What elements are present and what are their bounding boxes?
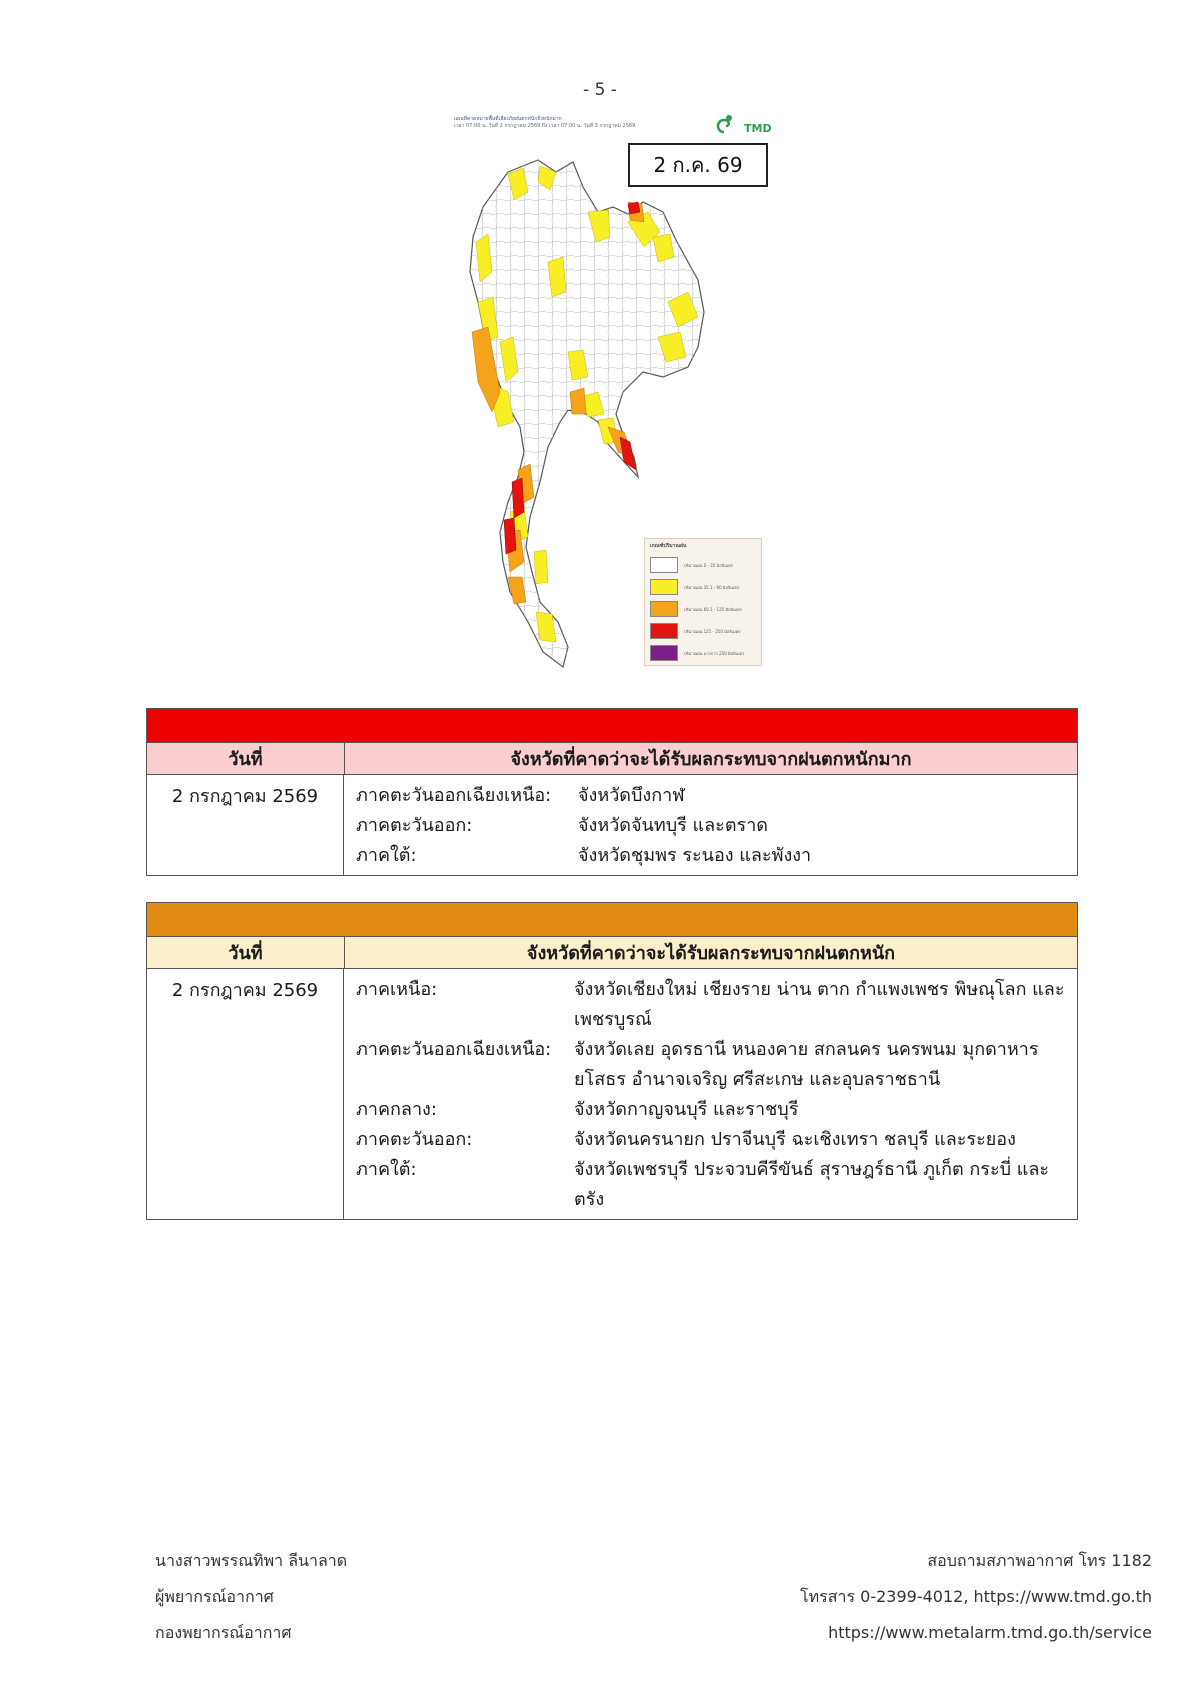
very-heavy-rain-table <box>146 708 1078 876</box>
legend-item <box>650 554 756 576</box>
legend-label: ปริมาณฝน 35.1 - 60 มิลลิเมตร <box>684 584 740 590</box>
map-header-title: แผนที่คาดหมายพื้นที่เสี่ยงภัยฝนตกหนักถึงหนักมาก <box>454 116 562 122</box>
legend-swatch <box>650 557 678 573</box>
legend-swatch <box>650 623 678 639</box>
rain-risk-map-figure <box>448 112 788 672</box>
legend-swatch <box>650 579 678 595</box>
region-name: ภาคตะวันออก: <box>356 1129 473 1150</box>
region-row <box>356 975 1077 1035</box>
table-row <box>147 969 1077 1219</box>
region-row <box>356 1095 1077 1125</box>
table-header-row <box>147 937 1077 969</box>
footer-contact <box>800 1543 1152 1651</box>
legend-item <box>650 642 756 664</box>
legend-label: ปริมาณฝน 60.1 - 125 มิลลิเมตร <box>684 606 742 612</box>
region-name: ภาคตะวันออกเฉียงเหนือ: <box>356 785 552 806</box>
region-provinces: จังหวัดกาญจนบุรี และราชบุรี <box>574 1099 799 1120</box>
row-date: 2 กรกฎาคม 2569 <box>147 969 344 1219</box>
tmd-logo-text: TMD <box>744 122 772 135</box>
contact-fax-website[interactable]: โทรสาร 0-2399-4012, https://www.tmd.go.th <box>800 1587 1152 1606</box>
region-row <box>356 781 1077 811</box>
row-date: 2 กรกฎาคม 2569 <box>147 775 344 875</box>
map-date-label: 2 ก.ค. 69 <box>628 143 768 187</box>
contact-phone: สอบถามสภาพอากาศ โทร 1182 <box>927 1551 1152 1570</box>
region-name: ภาคตะวันออก: <box>356 815 473 836</box>
forecaster-name: นางสาวพรรณทิพา ลีนาลาด <box>155 1551 348 1570</box>
legend-swatch <box>650 601 678 617</box>
row-regions <box>344 775 1077 875</box>
map-header-period: เวลา 07:00 น. วันที่ 2 กรกฎาคม 2569 ถึง เวลา 07:00 น. วันที่ 3 กรกฎาคม 2569 <box>454 123 636 129</box>
region-name: ภาคเหนือ: <box>356 979 438 1000</box>
header-provinces: จังหวัดที่คาดว่าจะได้รับผลกระทบจากฝนตกหนักมาก <box>510 749 912 770</box>
legend-item <box>650 620 756 642</box>
forecaster-division: กองพยากรณ์อากาศ <box>155 1623 292 1642</box>
region-row <box>356 841 1077 871</box>
legend-label: ปริมาณฝน มากกว่า 250 มิลลิเมตร <box>684 650 745 656</box>
table-row <box>147 775 1077 875</box>
region-provinces: จังหวัดนครนายก ปราจีนบุรี ฉะเชิงเทรา ชลบุรี และระยอง <box>574 1129 1016 1150</box>
header-provinces: จังหวัดที่คาดว่าจะได้รับผลกระทบจากฝนตกหนัก <box>526 943 896 964</box>
footer-signature <box>155 1543 347 1651</box>
heavy-rain-table <box>146 902 1078 1220</box>
header-date: วันที่ <box>147 743 345 774</box>
red-alert-bar <box>147 709 1077 743</box>
page-number: - 5 - <box>583 80 617 100</box>
region-provinces: จังหวัดบึงกาฬ <box>578 785 685 806</box>
region-provinces: จังหวัดเลย อุดรธานี หนองคาย สกลนคร นครพนม มุกดาหาร ยโสธร อำนาจเจริญ ศรีสะเกษ และอุบลราชธานี <box>574 1039 1039 1090</box>
orange-alert-bar <box>147 903 1077 937</box>
legend-item <box>650 598 756 620</box>
legend-label: ปริมาณฝน 0 - 35 มิลลิเมตร <box>684 562 733 568</box>
legend-item <box>650 576 756 598</box>
region-provinces: จังหวัดเพชรบุรี ประจวบคีรีขันธ์ สุราษฎร์ธานี ภูเก็ต กระบี่ และตรัง <box>574 1159 1050 1210</box>
region-name: ภาคกลาง: <box>356 1099 437 1120</box>
row-regions <box>344 969 1077 1219</box>
region-row <box>356 1155 1077 1215</box>
region-provinces: จังหวัดเชียงใหม่ เชียงราย น่าน ตาก กำแพงเพชร พิษณุโลก และเพชรบูรณ์ <box>574 979 1065 1030</box>
region-row <box>356 1035 1077 1095</box>
map-legend <box>644 538 762 666</box>
region-row <box>356 811 1077 841</box>
region-name: ภาคใต้: <box>356 845 417 866</box>
legend-swatch <box>650 645 678 661</box>
tmd-logo-icon <box>710 112 780 138</box>
forecaster-title: ผู้พยากรณ์อากาศ <box>155 1587 274 1606</box>
header-date: วันที่ <box>147 937 345 968</box>
table-header-row <box>147 743 1077 775</box>
legend-label: ปริมาณฝน 125 - 250 มิลลิเมตร <box>684 628 741 634</box>
region-provinces: จังหวัดจันทบุรี และตราด <box>578 815 768 836</box>
legend-title: เกณฑ์ปริมาณฝน <box>650 543 687 549</box>
region-provinces: จังหวัดชุมพร ระนอง และพังงา <box>578 845 812 866</box>
metalarm-link[interactable]: https://www.metalarm.tmd.go.th/service <box>828 1623 1152 1642</box>
region-name: ภาคตะวันออกเฉียงเหนือ: <box>356 1039 552 1060</box>
region-name: ภาคใต้: <box>356 1159 417 1180</box>
map-header <box>454 116 674 130</box>
region-row <box>356 1125 1077 1155</box>
